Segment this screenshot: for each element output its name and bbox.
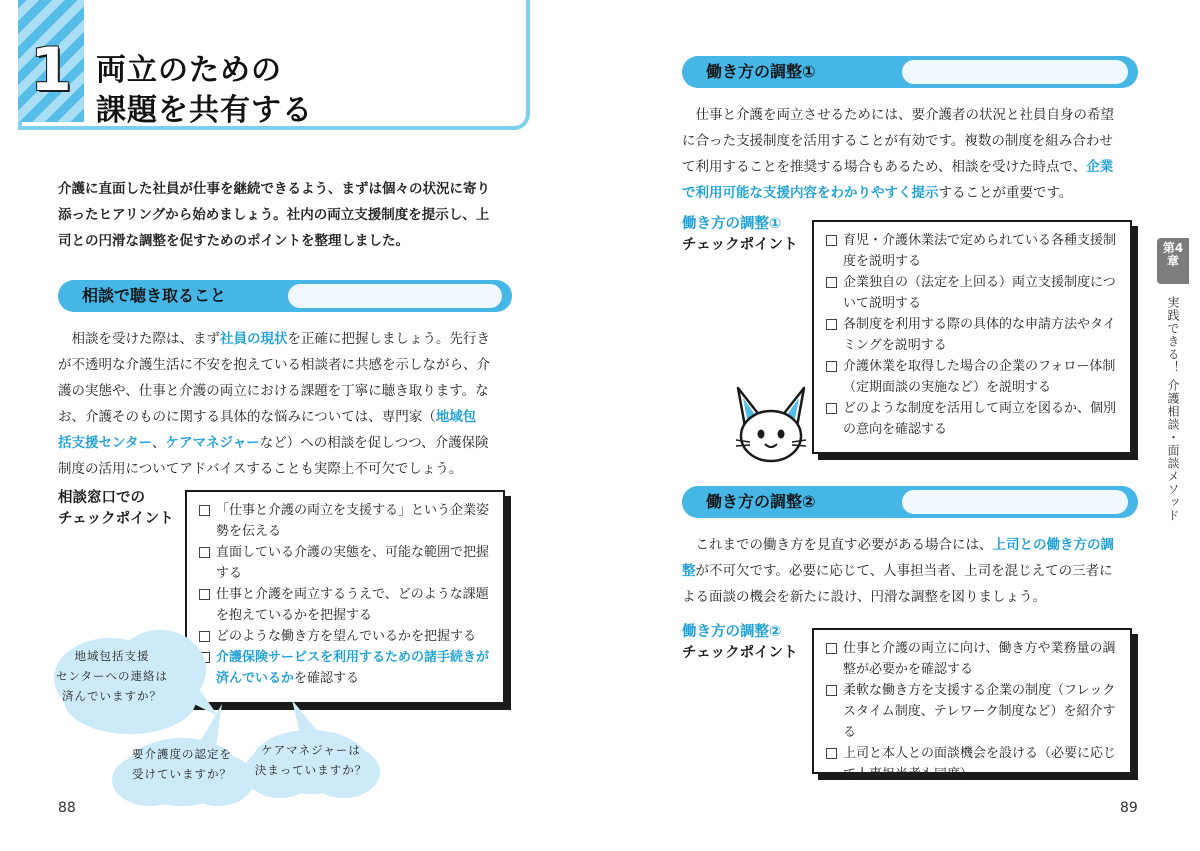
checklist-item bbox=[824, 638, 1120, 680]
checklist1-box bbox=[812, 220, 1132, 454]
checklist1-title bbox=[682, 214, 808, 256]
chapter-title-line1: 両立のための bbox=[96, 53, 282, 88]
section2-heading-bar bbox=[682, 486, 1138, 518]
checklist-item-text: 各制度を利用する際の具体的な申請方法やタイミングを説明する bbox=[843, 317, 1116, 353]
checklist-item-text: どのような働き方を望んでいるかを把握する bbox=[216, 629, 477, 644]
body-line: 仕事と介護を両立させるためには、要介護者の状況と社員自身の希望 bbox=[682, 107, 1114, 123]
body-line: 護の実態や、仕事と介護の両立における課題を丁寧に聴き取ります。な bbox=[58, 383, 489, 399]
section-heading-pill bbox=[902, 60, 1128, 84]
highlight-text: 整 bbox=[682, 563, 696, 579]
checklist-item-text: 育児・介護休業法で定められている各種支援制度を説明する bbox=[843, 233, 1117, 269]
body-text: 、 bbox=[151, 435, 166, 451]
intro-paragraph bbox=[58, 176, 518, 254]
body-text: を正確に把握しましょう。先行き bbox=[287, 331, 490, 347]
checklist-item-text: 上司と本人との面談機会を設ける（必要に応じて人事担当者も同席） bbox=[843, 746, 1117, 782]
cloud-text-3 bbox=[250, 740, 372, 780]
intro-line: 司との円滑な調整を促すためのポイントを整理しました。 bbox=[58, 233, 409, 249]
page-number-right: 89 bbox=[1120, 800, 1138, 816]
checklist-item bbox=[824, 356, 1120, 398]
highlight-text: 括支援センター bbox=[58, 435, 152, 451]
section-body bbox=[58, 326, 528, 482]
chapter-side-tab-label: 第4章 bbox=[1162, 241, 1184, 268]
checkbox-icon bbox=[826, 361, 837, 372]
checklist-item-text: 仕事と介護の両立に向け、働き方や業務量の調整が必要かを確認する bbox=[843, 641, 1116, 677]
chapter-side-caption: 実践できる！ 介護相談・面談メソッド bbox=[1166, 296, 1180, 522]
checkbox-icon bbox=[826, 235, 837, 246]
checklist-item bbox=[824, 680, 1120, 743]
checklist-item bbox=[824, 230, 1120, 272]
checklist-title bbox=[58, 488, 188, 530]
section-heading: 相談で聴き取ること bbox=[72, 286, 236, 306]
section1-heading: 働き方の調整① bbox=[696, 62, 826, 82]
body-text: することが重要です。 bbox=[938, 185, 1073, 201]
highlight-text: 介護保険サービスを利用するための諸手続きが済んでいるか bbox=[216, 650, 490, 686]
intro-line: 介護に直面した社員が仕事を継続できるよう、まずは個々の状況に寄り bbox=[58, 181, 490, 197]
cloud-line: 要介護度の認定を bbox=[132, 747, 232, 761]
body-text: これまでの働き方を見直す必要がある場合には、 bbox=[682, 537, 993, 553]
cloud-text-2 bbox=[120, 744, 244, 784]
checklist-title-line: チェックポイント bbox=[58, 511, 174, 527]
section-heading-pill bbox=[902, 490, 1128, 514]
highlight-text: 企業 bbox=[1086, 159, 1114, 175]
chapter-number: 1 bbox=[30, 35, 72, 105]
checklist-title-line: チェックポイント bbox=[682, 237, 798, 253]
cat-mascot-icon bbox=[728, 384, 814, 468]
checklist-item-text: を確認する bbox=[294, 671, 360, 686]
checkbox-icon bbox=[826, 643, 837, 654]
body-line: が不透明な介護生活に不安を抱えている相談者に共感を示しながら、介 bbox=[58, 357, 490, 373]
cloud-line: ケアマネジャーは bbox=[261, 743, 361, 757]
section-heading-pill bbox=[288, 284, 502, 308]
checklist-item-text: 「仕事と介護の両立を支援する」という企業姿勢を伝える bbox=[216, 503, 490, 539]
body-line: よる面談の機会を新たに設け、円滑な調整を図りましょう。 bbox=[682, 589, 1046, 605]
body-line: 制度の活用についてアドバイスすることも実際上不可欠でしょう。 bbox=[58, 461, 463, 477]
section2-body bbox=[682, 532, 1152, 610]
body-text: て利用することを推奨する場合もあるため、相談を受けた時点で、 bbox=[682, 159, 1087, 175]
checklist-title-line: 働き方の調整① bbox=[682, 216, 782, 232]
highlight-text: 地域包 bbox=[435, 409, 477, 425]
checklist-title-line: 働き方の調整② bbox=[682, 624, 782, 640]
body-line: に合った支援制度を活用することが有効です。複数の制度を組み合わせ bbox=[682, 133, 1113, 149]
body-text: 相談を受けた際は、まず bbox=[58, 331, 220, 347]
checkbox-icon bbox=[826, 748, 837, 759]
checklist2-box bbox=[812, 628, 1132, 782]
checkbox-icon bbox=[826, 319, 837, 330]
highlight-text: 社員の現状 bbox=[220, 331, 288, 347]
checklist-item bbox=[197, 542, 493, 584]
body-text: が不可欠です。必要に応じて、人事担当者、上司を混じえての三者に bbox=[695, 563, 1113, 579]
checklist2-title bbox=[682, 622, 808, 664]
cloud-line: 決まっていますか？ bbox=[254, 763, 368, 777]
checkbox-icon bbox=[826, 685, 837, 696]
chapter-title-line2: 課題を共有する bbox=[96, 93, 313, 128]
intro-line: 添ったヒアリングから始めましょう。社内の両立支援制度を提示し、上 bbox=[58, 207, 490, 223]
highlight-text: ケアマネジャー bbox=[165, 435, 260, 451]
cloud-line: 地域包括支援 bbox=[74, 649, 150, 663]
cloud-line: センターへの連絡は bbox=[55, 669, 169, 683]
checklist-item bbox=[824, 743, 1120, 785]
section1-body bbox=[682, 102, 1152, 206]
body-text: お、介護そのものに関する具体的な悩みについては、専門家（ bbox=[58, 409, 436, 425]
checklist-item bbox=[824, 272, 1120, 314]
cloud-text-1 bbox=[52, 646, 172, 706]
checkbox-icon bbox=[199, 547, 210, 558]
checklist-item bbox=[197, 500, 493, 542]
cloud-line: 受けていますか？ bbox=[132, 767, 232, 781]
checklist-item bbox=[824, 398, 1120, 440]
checklist-title-line: 相談窓口での bbox=[58, 490, 145, 506]
checklist-item-text: どのような制度を活用して両立を図るか、個別の意向を確認する bbox=[843, 401, 1117, 437]
checkbox-icon bbox=[826, 403, 837, 414]
checklist-title-line: チェックポイント bbox=[682, 645, 798, 661]
section2-heading: 働き方の調整② bbox=[696, 492, 826, 512]
highlight-text: で利用可能な支援内容をわかりやすく提示 bbox=[682, 185, 939, 201]
checkbox-icon bbox=[199, 505, 210, 516]
highlight-text: 上司との働き方の調 bbox=[992, 537, 1114, 553]
checklist-item-text: 企業独自の（法定を上回る）両立支援制度について説明する bbox=[843, 275, 1116, 311]
checklist-item bbox=[824, 314, 1120, 356]
checklist-item-text: 直面している介護の実態を、可能な範囲で把握する bbox=[216, 545, 490, 581]
checklist-item-text: 介護休業を取得した場合の企業のフォロー体制（定期面談の実施など）を説明する bbox=[843, 359, 1116, 395]
cloud-line: 済んでいますか？ bbox=[62, 689, 162, 703]
checklist-item-text: 柔軟な働き方を支援する企業の制度（フレックスタイム制度、テレワーク制度など）を紹介する bbox=[843, 683, 1116, 740]
page-number-left: 88 bbox=[58, 800, 76, 816]
section-heading-bar bbox=[58, 280, 512, 312]
checkbox-icon bbox=[826, 277, 837, 288]
section1-heading-bar bbox=[682, 56, 1138, 88]
body-text: など）への相談を促しつつ、介護保険 bbox=[259, 435, 489, 451]
checkbox-icon bbox=[199, 589, 210, 600]
checklist-item-text: 仕事と介護を両立するうえで、どのような課題を抱えているかを把握する bbox=[216, 587, 489, 623]
